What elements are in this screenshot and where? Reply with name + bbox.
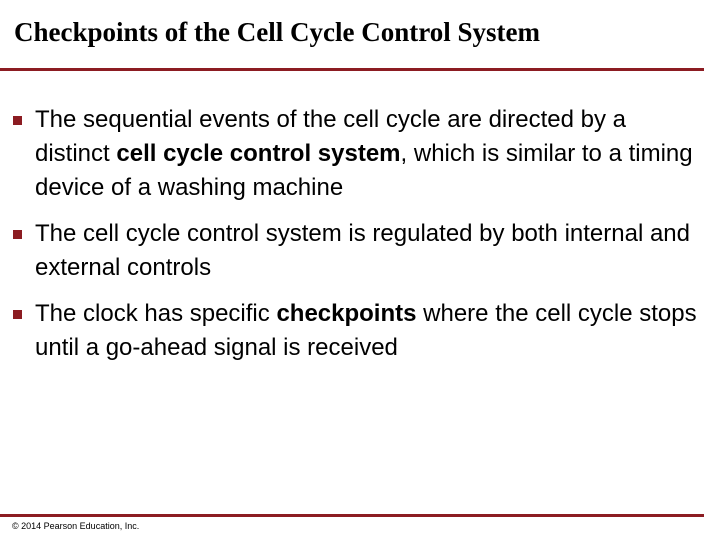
bullet-text-bold: cell cycle control system (116, 140, 401, 167)
bullet-item (0, 297, 720, 365)
bullet-text-bold: checkpoints (276, 300, 417, 327)
bullet-item (0, 103, 720, 205)
bullet-text-plain: The sequential events of the cell cycle are directed by a distinct (35, 106, 626, 167)
bullet-list (0, 103, 720, 377)
title-divider (0, 68, 704, 71)
bullet-text-plain: The cell cycle control system is regulated by both internal and external controls (35, 220, 690, 281)
square-bullet-icon (13, 116, 22, 125)
square-bullet-icon (13, 310, 22, 319)
bullet-text (35, 300, 697, 361)
footer-divider (0, 514, 704, 517)
bullet-text-plain: , which is similar to a timing device of a washing machine (35, 140, 693, 201)
slide-title: Checkpoints of the Cell Cycle Control System (14, 17, 540, 47)
bullet-text (35, 220, 690, 281)
bullet-text-plain: The clock has specific (35, 300, 277, 327)
square-bullet-icon (13, 230, 22, 239)
bullet-text (35, 106, 693, 201)
bullet-text-plain: where the cell cycle stops until a go-ahead signal is received (35, 300, 697, 361)
copyright-notice: © 2014 Pearson Education, Inc. (12, 521, 140, 531)
bullet-item (0, 217, 720, 285)
